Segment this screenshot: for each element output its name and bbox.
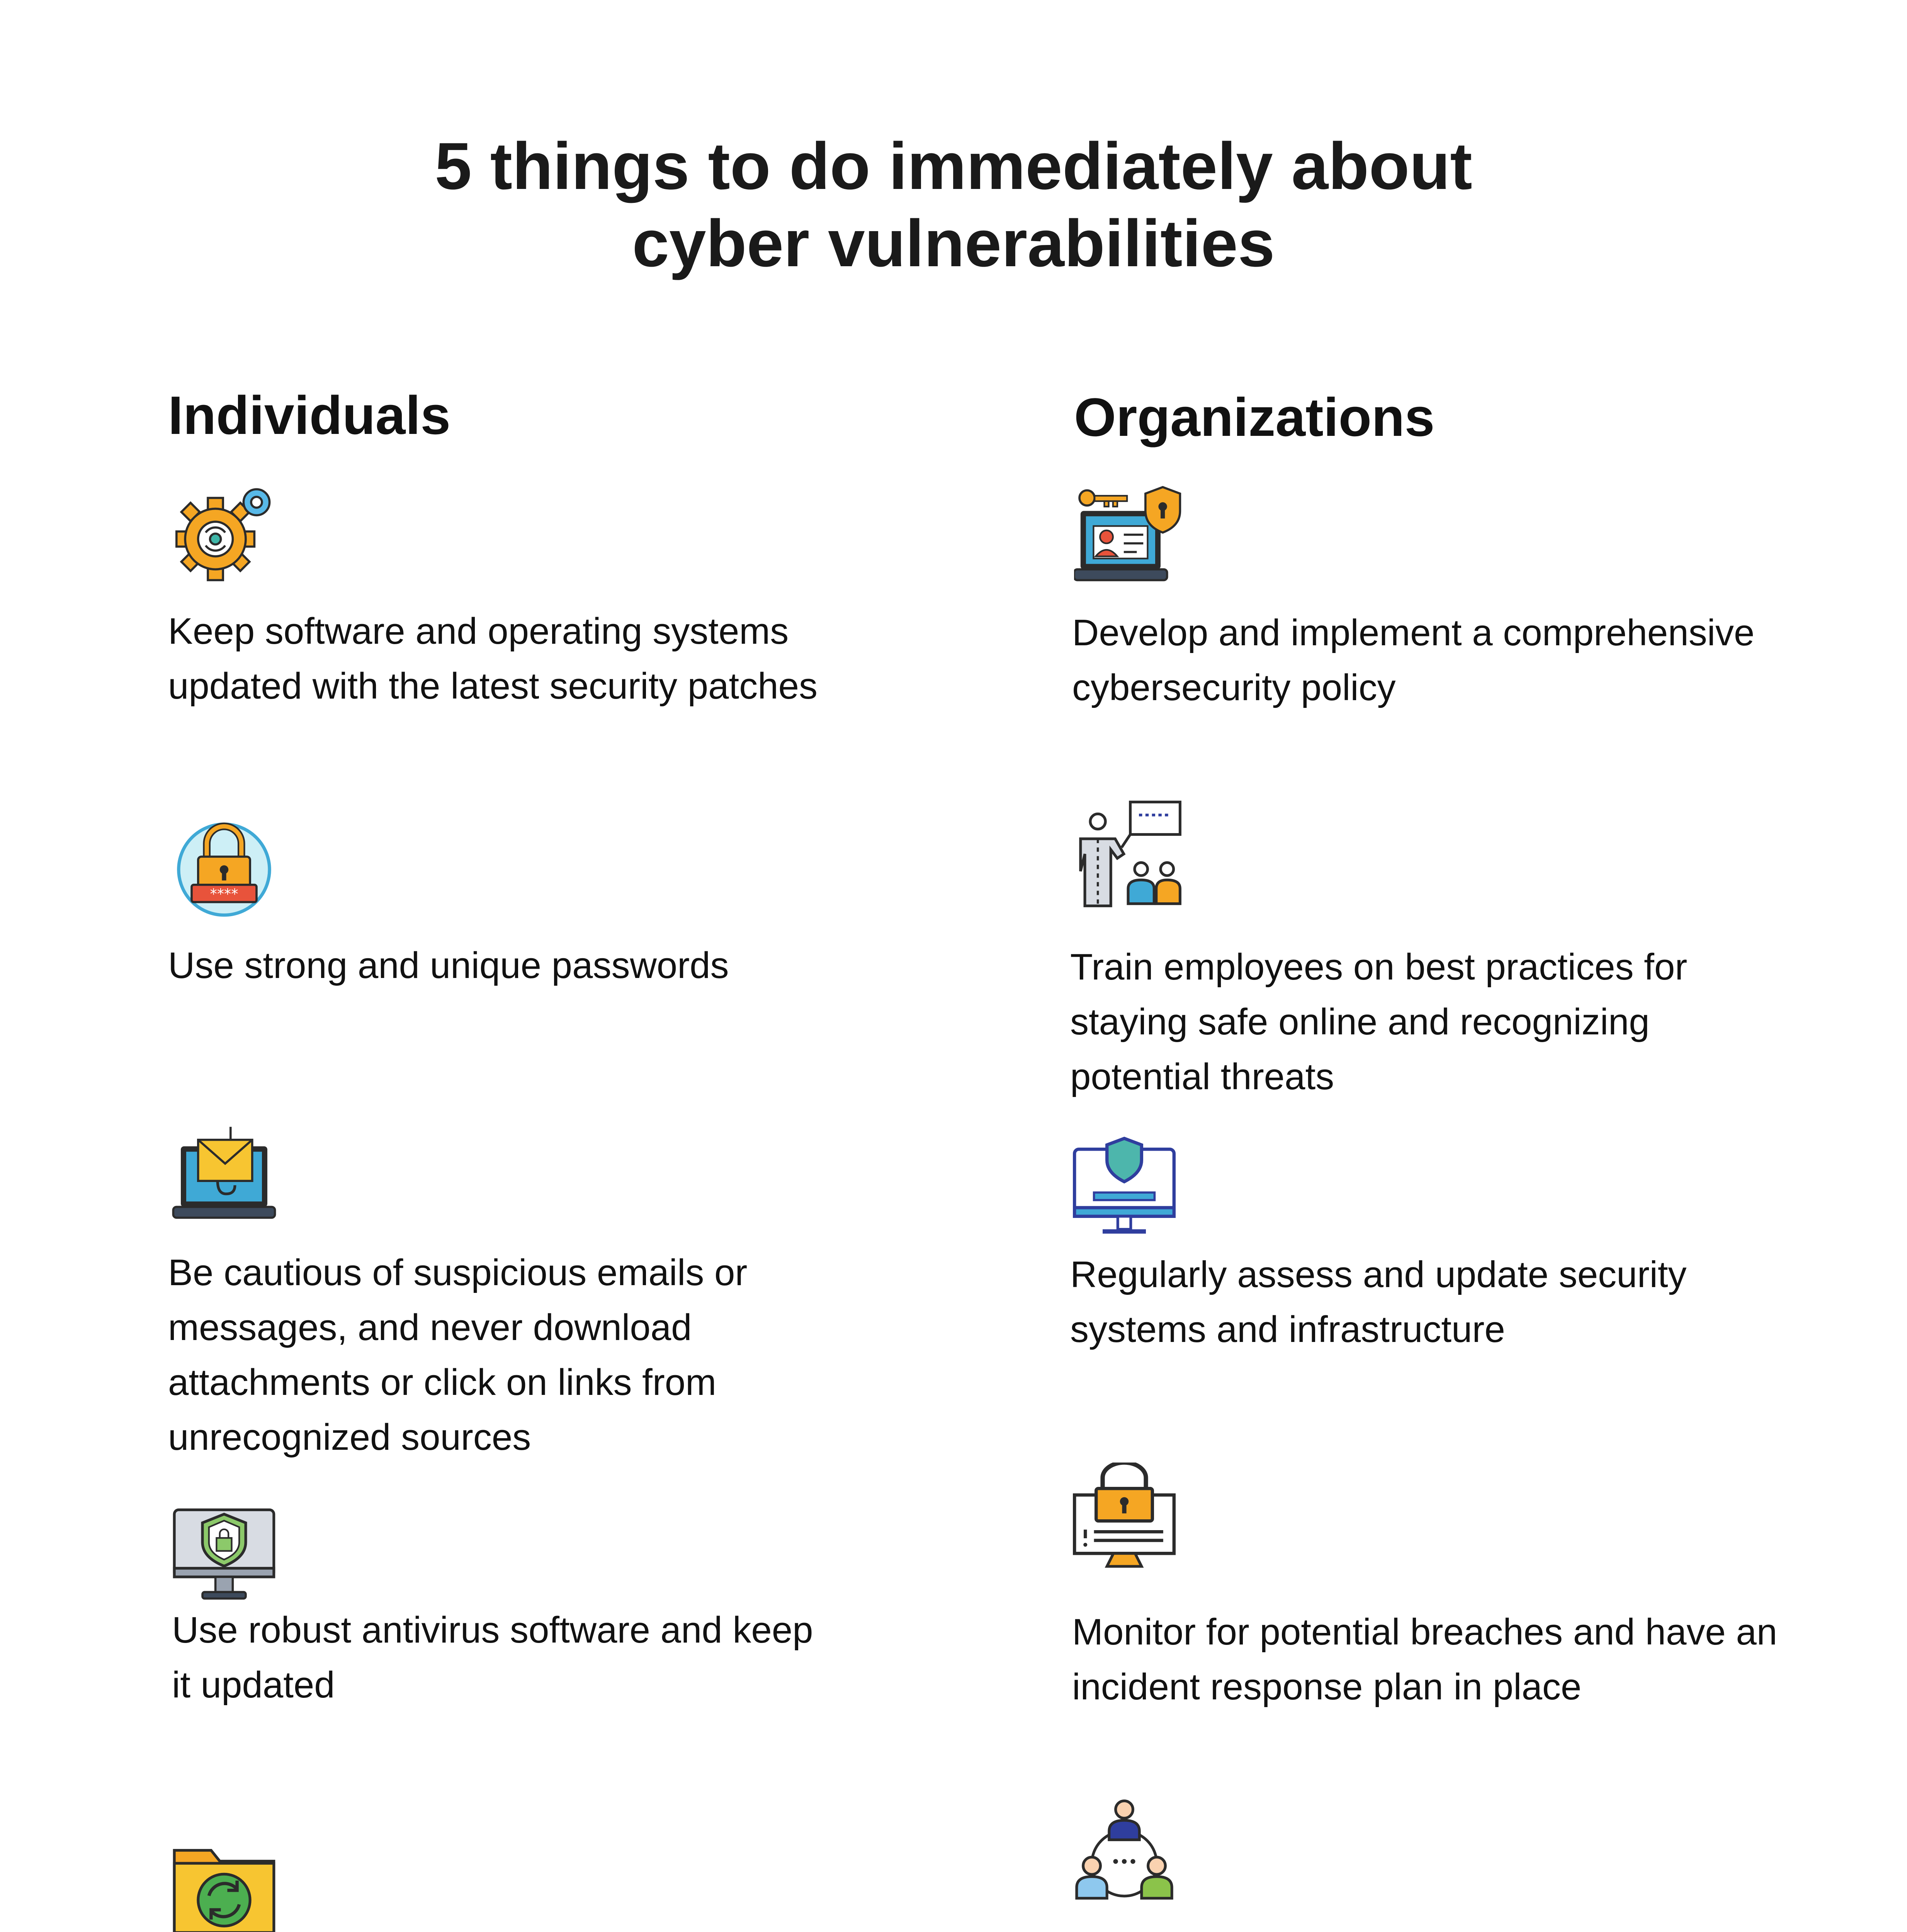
organizations-item-text-2: Train employees on best practices for staying safe online and recognizing potential threats	[1070, 946, 1688, 1097]
trainer-presentation-icon	[1074, 800, 1182, 908]
monitor-shield-icon	[170, 1501, 278, 1609]
individuals-item-text-2: Use strong and unique passwords	[168, 945, 729, 986]
individuals-item-text-4: Use robust antivirus software and keep it updated	[172, 1609, 813, 1706]
individuals-item-text-3: Be cautious of suspicious emails or messages, and never download attachments or click on links from unrecognized sources	[168, 1252, 748, 1458]
svg-text:****: ****	[210, 886, 238, 903]
gear-refresh-icon	[170, 485, 278, 593]
organizations-item-text-4: Monitor for potential breaches and have an incident response plan in place	[1072, 1611, 1778, 1708]
people-network-icon	[1070, 1799, 1178, 1907]
page-title	[0, 128, 1907, 282]
organizations-item-text-3: Regularly assess and update security systems and infrastructure	[1070, 1254, 1687, 1350]
monitor-shield-icon	[1070, 1134, 1178, 1242]
individuals-item-text-1: Keep software and operating systems updated with the latest security patches	[168, 611, 818, 707]
padlock-password-icon	[170, 813, 278, 922]
padlock-document-icon	[1070, 1463, 1178, 1571]
organizations-item-text-1: Develop and implement a comprehensive cybersecurity policy	[1072, 612, 1755, 708]
organizations-heading: Organizations	[1074, 387, 1435, 447]
laptop-email-icon	[170, 1122, 278, 1231]
laptop-key-shield-icon	[1074, 485, 1182, 593]
title-line-1: 5 things to do immediately about	[435, 129, 1472, 203]
folder-sync-icon	[170, 1837, 278, 1932]
title-line-2: cyber vulnerabilities	[632, 206, 1275, 281]
individuals-heading: Individuals	[168, 385, 451, 446]
